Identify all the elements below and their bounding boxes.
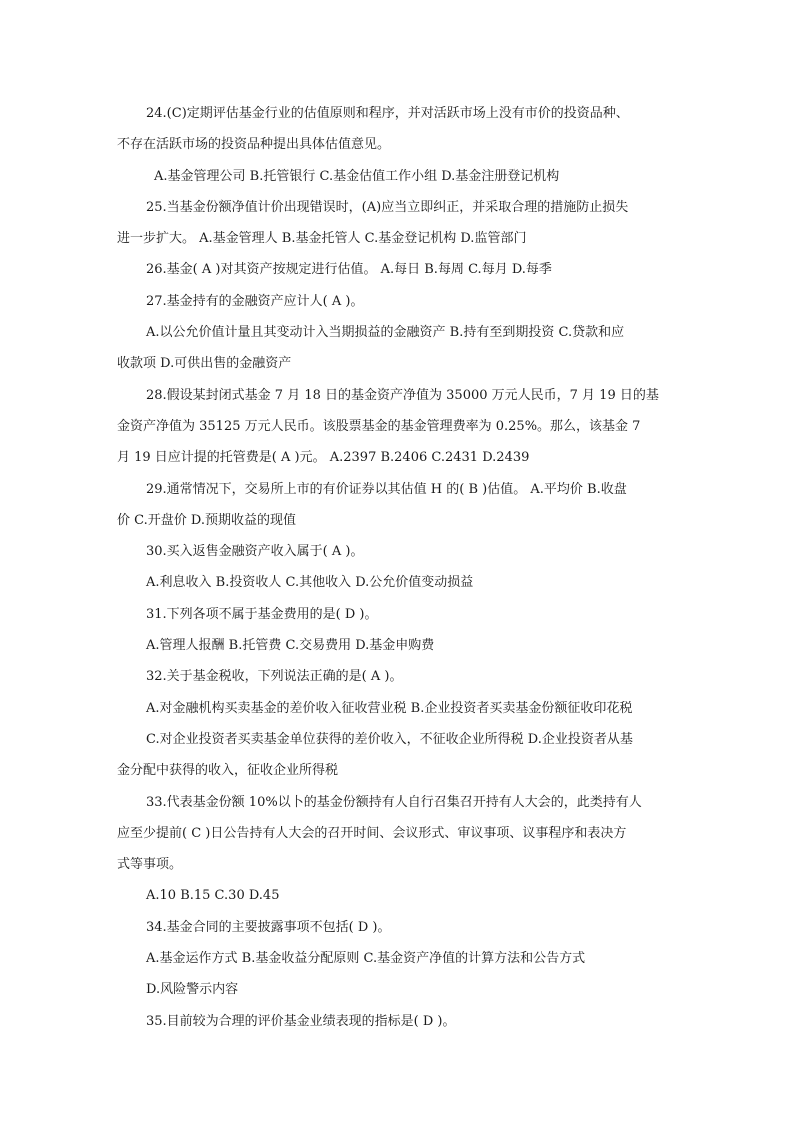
text-line: 31.下列各项不属于基金费用的是( D )。 — [146, 606, 378, 622]
text-line: 29.通常情况下，交易所上市的有价证券以其估值 H 的( B )估值。 A.平均价 B.收盘 — [146, 481, 627, 497]
text-line: 月 19 日应计提的托管费是( A )元。 A.2397 B.2406 C.2431 D.2439 — [117, 450, 530, 466]
text-line: 33.代表基金份额 10%以卜的基金份额持有人自行召集召开持有人大会的，此类持有人 — [146, 794, 642, 810]
text-line: 不存在活跃市场的投资品种提出具体估值意见。 — [117, 137, 391, 153]
text-line: 27.基金持有的金融资产应计人( A )。 — [146, 293, 364, 309]
text-line: 34.基金合同的主要披露事项不包括( D )。 — [146, 919, 391, 935]
text-line: 收款项 D.可供出售的金融资产 — [117, 356, 292, 372]
text-line: A.以公允价值计量且其变动计入当期损益的金融资产 B.持有至到期投资 C.贷款和应 — [146, 325, 625, 341]
text-line: 金分配中获得的收入，征收企业所得税 — [117, 763, 339, 779]
text-line: 28.假设某封闭式基金 7 月 18 日的基金资产净值为 35000 万元人民币，7 月 19 日的基 — [146, 387, 659, 403]
text-line: 25.当基金份额净值计价出现错误时，(A)应当立即纠正，并采取合理的措施防止损失 — [146, 199, 629, 215]
text-line: A.10 B.15 C.30 D.45 — [146, 888, 280, 904]
text-line: 32.关于基金税收，下列说法正确的是( A )。 — [146, 669, 403, 685]
text-line: 进一步扩大。 A.基金管理人 B.基金托管人 C.基金登记机构 D.监管部门 — [117, 231, 527, 247]
text-line: 24.(C)定期评估基金行业的估值原则和程序，并对活跃市场上没有市价的投资品种、 — [146, 106, 629, 121]
text-line: 26.基金( A )对其资产按规定进行估值。 A.每日 B.每周 C.每月 D.每季 — [146, 262, 552, 278]
text-line: C.对企业投资者买卖基金单位获得的差价收入，不征收企业所得税 D.企业投资者从基 — [146, 731, 633, 747]
text-line: A.管理人报酬 B.托管费 C.交易费用 D.基金申购费 — [146, 638, 435, 654]
text-line: 30.买入返售金融资产收入属于( A )。 — [146, 544, 364, 560]
text-line: 价 C.开盘价 D.预期收益的现值 — [117, 512, 296, 528]
text-line: A.利息收入 B.投资收人 C.其他收入 D.公允价值变动损益 — [146, 575, 474, 591]
text-line: A.基金管理公司 B.托管银行 C.基金估值工作小组 D.基金注册登记机构 — [154, 168, 560, 184]
text-line: 式等事项。 — [117, 857, 183, 873]
text-line: 35.目前较为合理的评价基金业绩表现的指标是( D )。 — [146, 1013, 456, 1029]
document-page — [117, 98, 677, 1037]
text-line: 应至少提前( C )日公告持有人大会的召开时间、会议形式、审议事项、议事程序和表决方 — [117, 825, 627, 841]
text-line: 金资产净值为 35125 万元人民币。该股票基金的基金管理费率为 0.25%。那么，该基金 7 — [117, 418, 641, 434]
text-line: A.基金运作方式 B.基金收益分配原则 C.基金资产净值的计算方法和公告方式 — [146, 951, 586, 967]
text-line: D.风险警示内容 — [146, 982, 239, 998]
text-line: A.对金融机构买卖基金的差价收入征收营业税 B.企业投资者买卖基金份额征收印花税 — [146, 700, 633, 716]
